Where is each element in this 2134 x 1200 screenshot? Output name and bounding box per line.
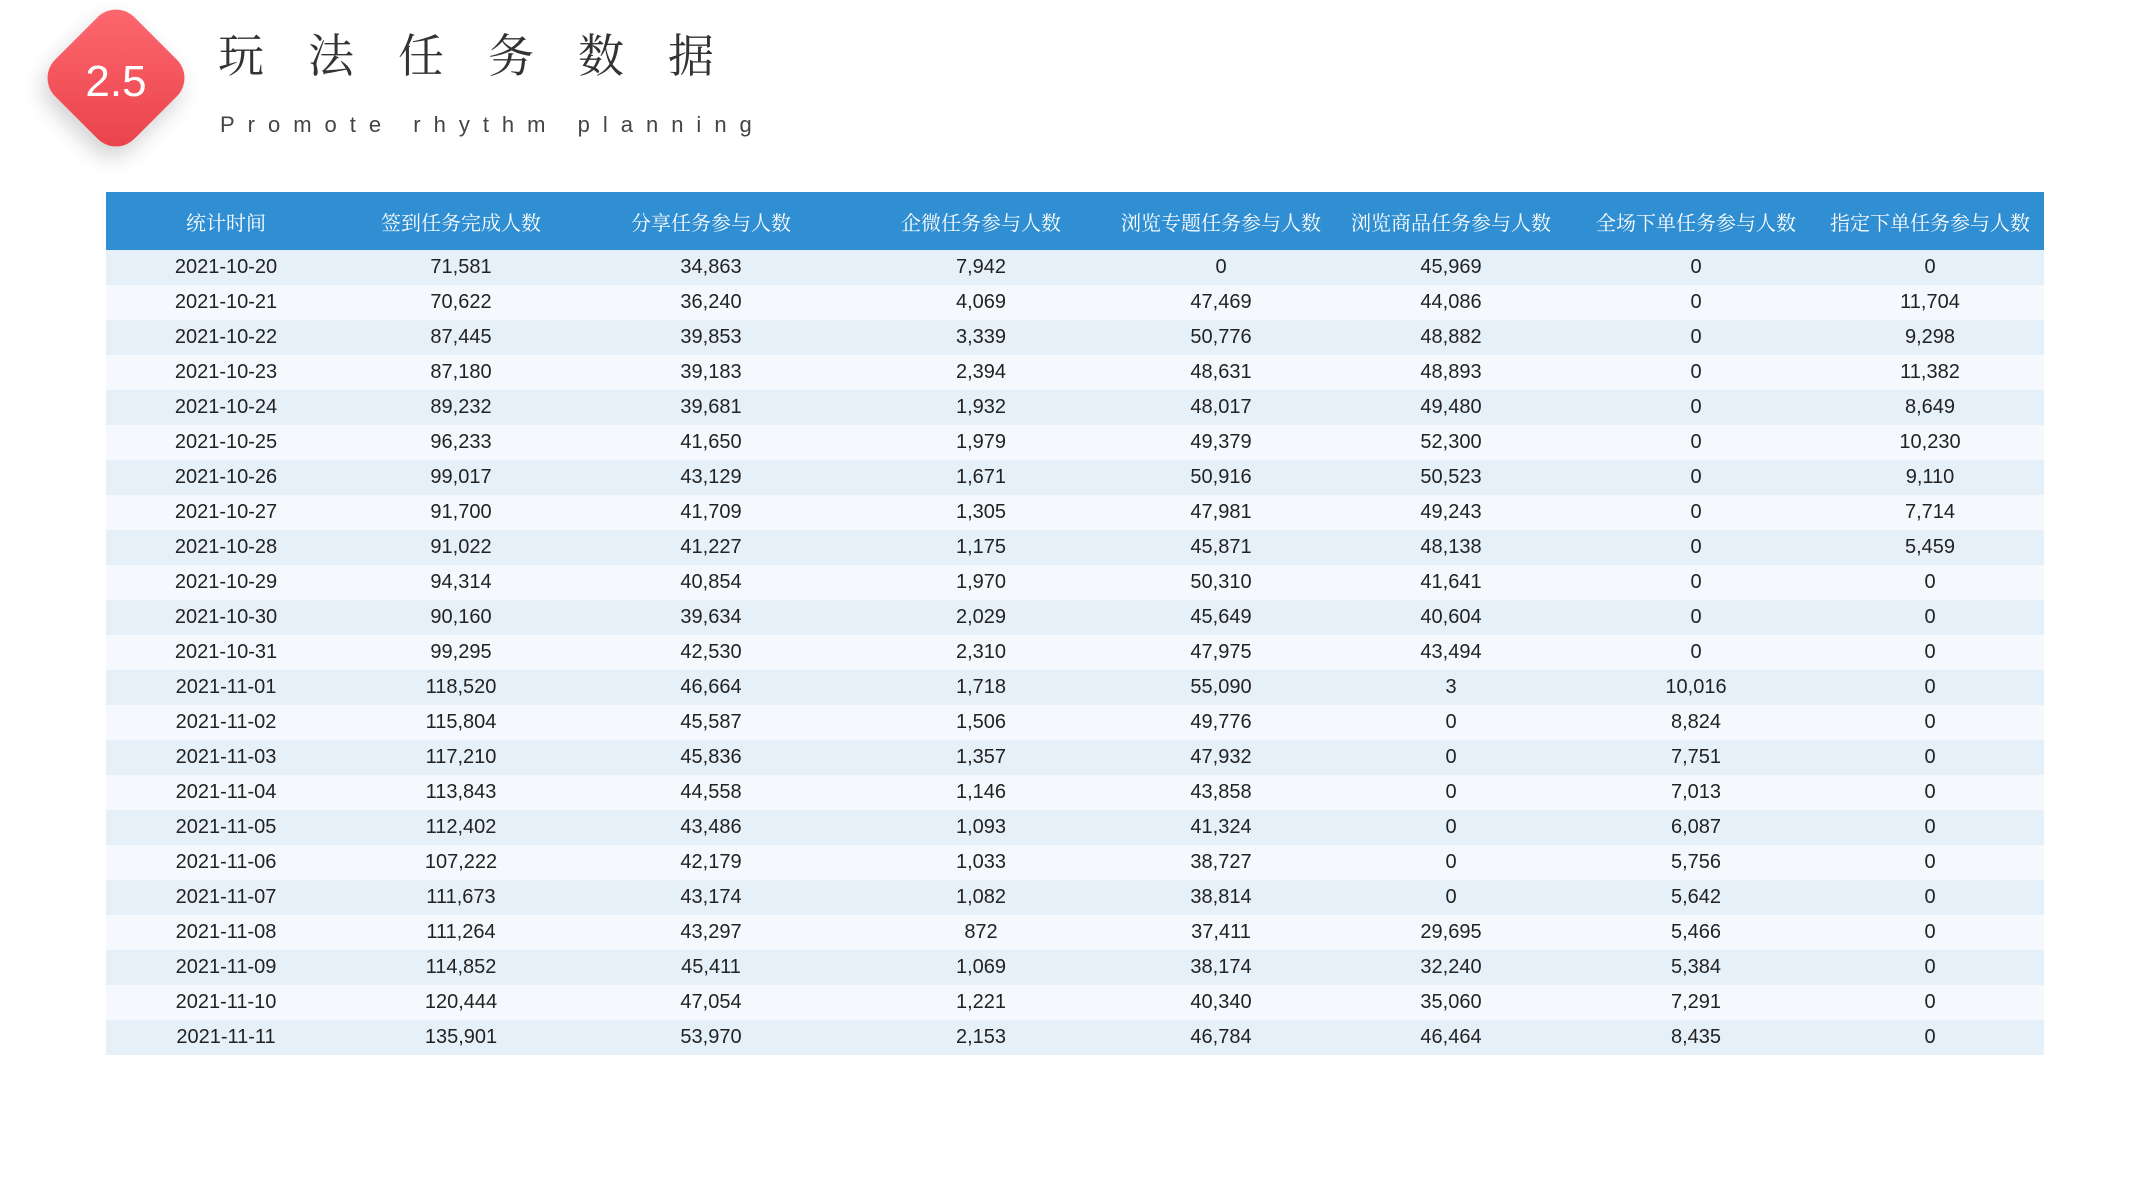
cell-date: 2021-11-11 <box>176 1026 276 1048</box>
table-row <box>106 390 2044 425</box>
cell-wecom: 4,069 <box>955 291 1007 313</box>
cell-share: 46,664 <box>680 676 742 698</box>
cell-browse-product: 41,641 <box>1420 571 1482 593</box>
cell-browse-topic: 46,784 <box>1190 1026 1252 1048</box>
cell-date: 2021-10-28 <box>174 536 278 558</box>
cell-date: 2021-10-30 <box>174 606 278 628</box>
cell-browse-topic: 55,090 <box>1190 676 1252 698</box>
cell-date: 2021-10-31 <box>174 641 278 663</box>
cell-order-specified: 0 <box>1924 956 1936 978</box>
cell-order-all: 7,013 <box>1670 781 1722 803</box>
cell-order-specified: 0 <box>1924 1026 1936 1048</box>
cell-date: 2021-10-21 <box>174 291 278 313</box>
cell-wecom: 1,221 <box>955 991 1007 1013</box>
cell-order-all: 0 <box>1690 256 1702 278</box>
table-header-row <box>106 192 2044 250</box>
cell-order-specified: 11,704 <box>1900 291 1960 313</box>
cell-date: 2021-11-01 <box>175 676 277 698</box>
cell-order-all: 0 <box>1690 501 1702 523</box>
cell-share: 39,681 <box>680 396 742 418</box>
cell-date: 2021-11-07 <box>175 886 277 908</box>
cell-order-specified: 0 <box>1924 816 1936 838</box>
table-row <box>106 950 2044 985</box>
task-data-table <box>106 192 2044 1055</box>
cell-order-all: 8,435 <box>1670 1026 1722 1048</box>
table-row <box>106 530 2044 565</box>
cell-wecom: 2,310 <box>955 641 1007 663</box>
cell-date: 2021-11-03 <box>175 746 277 768</box>
cell-wecom: 1,979 <box>955 431 1007 453</box>
cell-browse-product: 49,480 <box>1420 396 1482 418</box>
cell-order-specified: 10,230 <box>1899 431 1961 453</box>
cell-browse-product: 0 <box>1445 781 1457 803</box>
cell-checkin: 94,314 <box>430 571 492 593</box>
cell-wecom: 1,970 <box>955 571 1007 593</box>
table-row <box>106 705 2044 740</box>
table-row <box>106 1020 2044 1055</box>
cell-wecom: 2,029 <box>955 606 1007 628</box>
cell-order-specified: 11,382 <box>1900 361 1960 383</box>
cell-order-all: 0 <box>1690 571 1702 593</box>
cell-date: 2021-10-27 <box>174 501 278 523</box>
cell-wecom: 1,093 <box>955 816 1007 838</box>
cell-order-all: 5,756 <box>1670 851 1722 873</box>
cell-order-specified: 8,649 <box>1904 396 1956 418</box>
cell-wecom: 1,033 <box>955 851 1007 873</box>
cell-order-all: 7,291 <box>1670 991 1722 1013</box>
table-row <box>106 250 2044 285</box>
table-row <box>106 285 2044 320</box>
cell-date: 2021-10-25 <box>174 431 278 453</box>
cell-browse-topic: 45,649 <box>1190 606 1252 628</box>
cell-order-specified: 9,298 <box>1904 326 1956 348</box>
column-header-browse-product: 浏览商品任务参与人数 <box>1351 210 1551 235</box>
table-row <box>106 880 2044 915</box>
cell-date: 2021-11-08 <box>175 921 277 943</box>
cell-browse-product: 49,243 <box>1420 501 1482 523</box>
cell-order-all: 5,466 <box>1670 921 1722 943</box>
cell-order-specified: 0 <box>1924 991 1936 1013</box>
cell-wecom: 1,082 <box>955 886 1007 908</box>
cell-browse-product: 40,604 <box>1420 606 1482 628</box>
cell-browse-topic: 45,871 <box>1190 536 1252 558</box>
cell-order-all: 0 <box>1690 396 1702 418</box>
cell-date: 2021-11-09 <box>175 956 277 978</box>
cell-wecom: 1,357 <box>955 746 1007 768</box>
cell-browse-topic: 48,631 <box>1190 361 1252 383</box>
cell-order-specified: 0 <box>1924 606 1936 628</box>
cell-share: 43,129 <box>680 466 742 488</box>
column-header-checkin: 签到任务完成人数 <box>381 210 541 235</box>
cell-order-specified: 0 <box>1924 571 1936 593</box>
cell-wecom: 1,932 <box>955 396 1007 418</box>
cell-browse-product: 50,523 <box>1420 466 1482 488</box>
cell-order-specified: 0 <box>1924 676 1936 698</box>
cell-browse-product: 44,086 <box>1420 291 1482 313</box>
cell-browse-topic: 0 <box>1215 256 1227 278</box>
cell-checkin: 89,232 <box>430 396 492 418</box>
cell-browse-topic: 50,916 <box>1190 466 1252 488</box>
cell-checkin: 113,843 <box>425 781 497 803</box>
cell-date: 2021-10-22 <box>174 326 278 348</box>
cell-share: 45,411 <box>681 956 741 978</box>
table-row <box>106 425 2044 460</box>
cell-browse-product: 52,300 <box>1420 431 1482 453</box>
cell-browse-product: 48,882 <box>1420 326 1482 348</box>
column-header-share: 分享任务参与人数 <box>631 210 791 235</box>
cell-order-all: 10,016 <box>1665 676 1727 698</box>
cell-checkin: 87,445 <box>430 326 492 348</box>
cell-browse-topic: 41,324 <box>1190 816 1252 838</box>
cell-checkin: 111,673 <box>426 886 496 908</box>
cell-checkin: 71,581 <box>430 256 492 278</box>
cell-browse-product: 0 <box>1445 711 1457 733</box>
cell-wecom: 872 <box>964 921 998 943</box>
cell-wecom: 3,339 <box>955 326 1007 348</box>
cell-browse-topic: 47,975 <box>1190 641 1252 663</box>
cell-browse-topic: 43,858 <box>1190 781 1252 803</box>
cell-date: 2021-11-06 <box>175 851 277 873</box>
cell-browse-product: 45,969 <box>1420 256 1482 278</box>
cell-checkin: 99,295 <box>430 641 492 663</box>
cell-date: 2021-11-02 <box>175 711 277 733</box>
cell-wecom: 1,305 <box>955 501 1007 523</box>
cell-browse-topic: 48,017 <box>1190 396 1252 418</box>
table-row <box>106 740 2044 775</box>
table-row <box>106 565 2044 600</box>
cell-checkin: 111,264 <box>426 921 496 943</box>
cell-order-specified: 9,110 <box>1905 466 1955 488</box>
cell-browse-product: 29,695 <box>1420 921 1482 943</box>
cell-order-all: 8,824 <box>1670 711 1722 733</box>
cell-share: 39,183 <box>680 361 742 383</box>
cell-date: 2021-10-24 <box>174 396 278 418</box>
cell-browse-product: 46,464 <box>1420 1026 1482 1048</box>
cell-wecom: 1,175 <box>955 536 1007 558</box>
cell-wecom: 1,506 <box>955 711 1007 733</box>
cell-date: 2021-10-20 <box>174 256 278 278</box>
column-header-wecom: 企微任务参与人数 <box>901 210 1061 235</box>
cell-checkin: 70,622 <box>430 291 492 313</box>
cell-order-all: 6,087 <box>1670 816 1722 838</box>
cell-share: 47,054 <box>680 991 742 1013</box>
cell-browse-topic: 38,814 <box>1190 886 1252 908</box>
cell-share: 36,240 <box>680 291 742 313</box>
cell-browse-topic: 49,776 <box>1190 711 1252 733</box>
cell-browse-topic: 47,932 <box>1190 746 1252 768</box>
cell-order-specified: 0 <box>1924 886 1936 908</box>
cell-order-all: 0 <box>1690 536 1702 558</box>
page-subtitle: Promote rhythm planning <box>220 112 765 137</box>
cell-checkin: 118,520 <box>425 676 497 698</box>
cell-browse-product: 0 <box>1445 816 1457 838</box>
table-row <box>106 985 2044 1020</box>
cell-browse-topic: 38,174 <box>1190 956 1252 978</box>
cell-order-specified: 0 <box>1924 781 1936 803</box>
cell-checkin: 96,233 <box>430 431 492 453</box>
cell-browse-product: 32,240 <box>1420 956 1482 978</box>
cell-share: 39,634 <box>680 606 742 628</box>
table-row <box>106 670 2044 705</box>
cell-checkin: 99,017 <box>430 466 492 488</box>
cell-browse-topic: 47,981 <box>1190 501 1252 523</box>
cell-checkin: 120,444 <box>424 991 498 1013</box>
column-header-date: 统计时间 <box>186 210 266 235</box>
cell-share: 42,179 <box>680 851 742 873</box>
cell-date: 2021-10-23 <box>174 361 278 383</box>
cell-browse-product: 35,060 <box>1420 991 1482 1013</box>
cell-share: 41,709 <box>680 501 742 523</box>
cell-order-all: 0 <box>1690 361 1702 383</box>
section-number: 2.5 <box>85 57 147 106</box>
cell-checkin: 87,180 <box>430 361 492 383</box>
cell-date: 2021-11-10 <box>175 991 277 1013</box>
cell-share: 41,227 <box>680 536 742 558</box>
cell-browse-topic: 37,411 <box>1191 921 1251 943</box>
cell-order-specified: 0 <box>1924 746 1936 768</box>
cell-share: 45,836 <box>680 746 742 768</box>
cell-wecom: 1,718 <box>955 676 1007 698</box>
cell-date: 2021-10-26 <box>174 466 278 488</box>
column-header-order-all: 全场下单任务参与人数 <box>1596 210 1796 235</box>
cell-order-specified: 0 <box>1924 256 1936 278</box>
data-table-container <box>106 192 2044 1055</box>
cell-share: 43,486 <box>680 816 742 838</box>
cell-checkin: 112,402 <box>425 816 497 838</box>
column-header-browse-topic: 浏览专题任务参与人数 <box>1121 210 1321 235</box>
table-row <box>106 635 2044 670</box>
cell-browse-topic: 47,469 <box>1190 291 1252 313</box>
cell-order-specified: 7,714 <box>1904 501 1956 523</box>
cell-checkin: 115,804 <box>425 711 497 733</box>
cell-checkin: 114,852 <box>425 956 497 978</box>
cell-date: 2021-11-04 <box>175 781 277 803</box>
table-row <box>106 600 2044 635</box>
cell-order-all: 5,642 <box>1670 886 1722 908</box>
cell-browse-product: 48,893 <box>1420 361 1482 383</box>
cell-wecom: 1,671 <box>955 466 1007 488</box>
cell-order-specified: 0 <box>1924 711 1936 733</box>
table-row <box>106 810 2044 845</box>
column-header-order-specified: 指定下单任务参与人数 <box>1830 210 2030 235</box>
cell-browse-product: 43,494 <box>1420 641 1482 663</box>
cell-order-all: 0 <box>1690 431 1702 453</box>
cell-browse-topic: 38,727 <box>1190 851 1252 873</box>
cell-share: 34,863 <box>680 256 742 278</box>
table-row <box>106 775 2044 810</box>
cell-checkin: 117,210 <box>425 746 497 768</box>
table-row <box>106 460 2044 495</box>
page-title: 玩法任务数据 <box>218 29 758 83</box>
cell-order-all: 0 <box>1690 326 1702 348</box>
table-row <box>106 915 2044 950</box>
cell-order-all: 0 <box>1690 641 1702 663</box>
cell-share: 43,174 <box>680 886 742 908</box>
cell-browse-product: 3 <box>1445 676 1457 698</box>
cell-wecom: 7,942 <box>955 256 1007 278</box>
cell-browse-product: 0 <box>1445 746 1457 768</box>
cell-order-all: 0 <box>1690 466 1702 488</box>
cell-order-all: 0 <box>1690 291 1702 313</box>
cell-browse-product: 48,138 <box>1420 536 1482 558</box>
cell-share: 40,854 <box>680 571 742 593</box>
cell-wecom: 2,153 <box>955 1026 1007 1048</box>
cell-wecom: 2,394 <box>955 361 1007 383</box>
cell-browse-topic: 49,379 <box>1190 431 1252 453</box>
cell-share: 44,558 <box>680 781 742 803</box>
cell-browse-topic: 40,340 <box>1190 991 1252 1013</box>
cell-order-specified: 0 <box>1924 851 1936 873</box>
cell-date: 2021-11-05 <box>175 816 277 838</box>
cell-wecom: 1,146 <box>955 781 1007 803</box>
cell-share: 41,650 <box>680 431 742 453</box>
cell-share: 53,970 <box>680 1026 742 1048</box>
cell-share: 45,587 <box>680 711 742 733</box>
cell-date: 2021-10-29 <box>174 571 278 593</box>
cell-order-specified: 0 <box>1924 921 1936 943</box>
cell-browse-topic: 50,776 <box>1190 326 1252 348</box>
table-body <box>106 250 2044 1055</box>
cell-wecom: 1,069 <box>955 956 1007 978</box>
cell-browse-product: 0 <box>1445 851 1457 873</box>
cell-order-all: 0 <box>1690 606 1702 628</box>
table-row <box>106 355 2044 390</box>
cell-share: 39,853 <box>680 326 742 348</box>
cell-checkin: 91,700 <box>430 501 492 523</box>
cell-browse-product: 0 <box>1445 886 1457 908</box>
cell-browse-topic: 50,310 <box>1190 571 1252 593</box>
cell-order-all: 7,751 <box>1670 746 1722 768</box>
table-row <box>106 320 2044 355</box>
cell-checkin: 135,901 <box>424 1026 498 1048</box>
cell-checkin: 91,022 <box>430 536 492 558</box>
cell-checkin: 107,222 <box>424 851 498 873</box>
cell-share: 43,297 <box>680 921 742 943</box>
cell-order-specified: 5,459 <box>1904 536 1956 558</box>
cell-order-all: 5,384 <box>1670 956 1722 978</box>
table-row <box>106 845 2044 880</box>
cell-checkin: 90,160 <box>430 606 492 628</box>
table-row <box>106 495 2044 530</box>
cell-order-specified: 0 <box>1924 641 1936 663</box>
cell-share: 42,530 <box>680 641 742 663</box>
